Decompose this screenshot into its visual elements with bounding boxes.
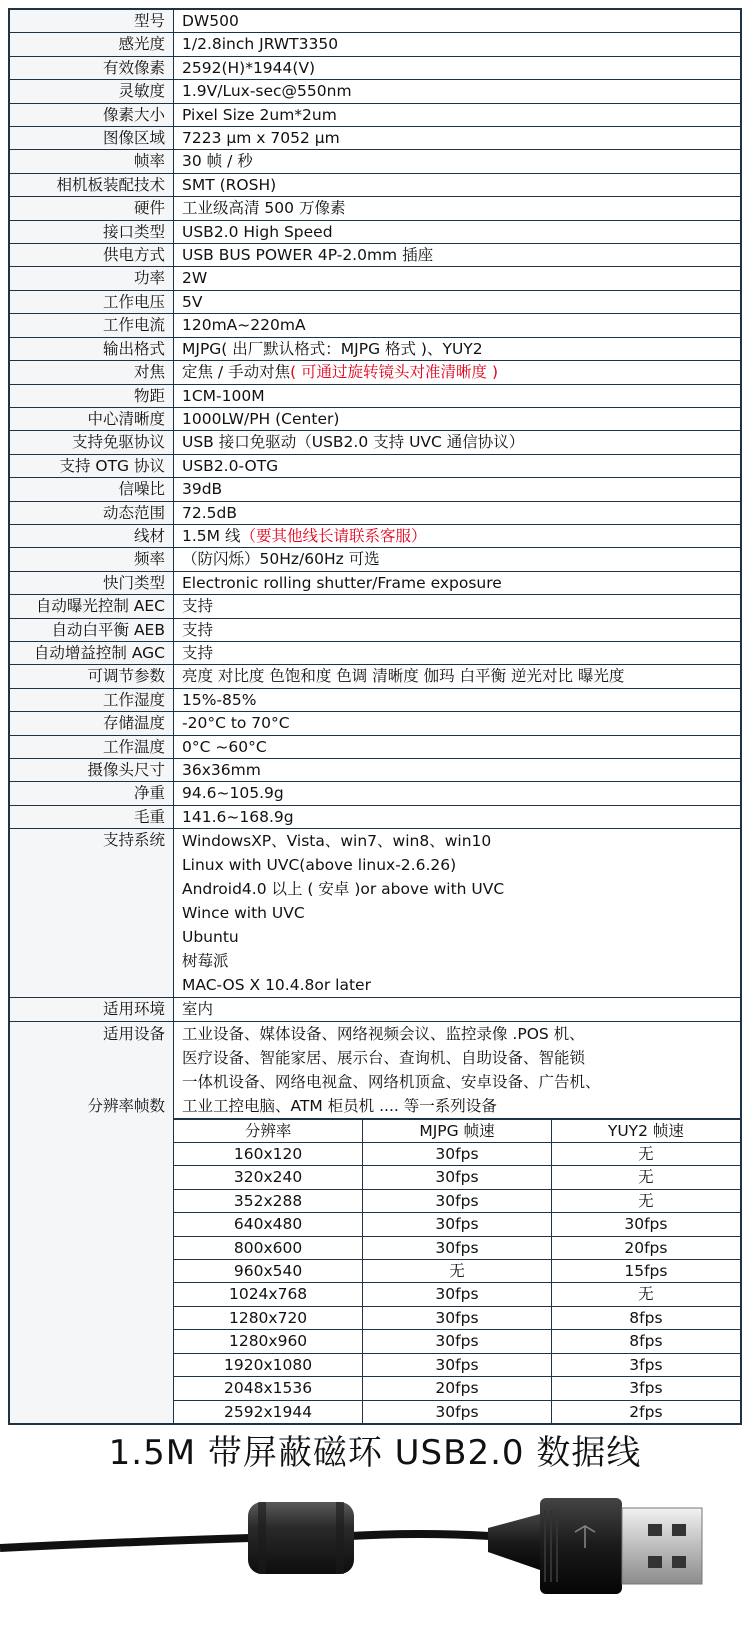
spec-row (9, 805, 741, 828)
spec-row (9, 267, 741, 290)
spec-row (9, 361, 741, 384)
resolution-cell-value: 15fps (551, 1260, 740, 1283)
spec-label: 信噪比 (9, 478, 174, 501)
devices-row (9, 1021, 741, 1118)
spec-value (174, 595, 742, 618)
spec-label: 图像区域 (9, 127, 174, 150)
spec-label: 硬件 (9, 197, 174, 220)
device-line: 一体机设备、网络电视盒、网络机顶盒、安卓设备、广告机、 (182, 1072, 601, 1091)
resolution-cell-value: 30fps (363, 1236, 552, 1259)
resolution-cell-value: 2048x1536 (174, 1377, 363, 1400)
spec-label: 摄像头尺寸 (9, 759, 174, 782)
spec-value (174, 173, 742, 196)
resolution-row-item (174, 1260, 740, 1283)
spec-value-text: 1CM-100M (182, 386, 265, 405)
resolution-row-item (174, 1189, 740, 1212)
spec-value-text: SMT (ROSH) (182, 175, 277, 194)
spec-value (174, 688, 742, 711)
resolution-cell-value: 320x240 (174, 1166, 363, 1189)
spec-row (9, 665, 741, 688)
resolution-cell (174, 1118, 742, 1424)
resolution-row-item (174, 1283, 740, 1306)
spec-label: 有效像素 (9, 56, 174, 79)
resolution-cell-value: 无 (551, 1166, 740, 1189)
spec-value (174, 56, 742, 79)
spec-value-text: 72.5dB (182, 503, 237, 522)
spec-value-text: -20°C to 70°C (182, 714, 290, 733)
spec-label: 存储温度 (9, 712, 174, 735)
environment-value: 室内 (174, 998, 742, 1021)
spec-value-text: （防闪烁）50Hz/60Hz 可选 (182, 550, 380, 569)
spec-value (174, 290, 742, 313)
spec-row (9, 501, 741, 524)
spec-row (9, 595, 741, 618)
resolution-cell-value: 无 (363, 1260, 552, 1283)
device-line: 医疗设备、智能家居、展示台、查询机、自助设备、智能锁 (182, 1048, 586, 1067)
devices-label-text: 适用设备 (102, 1024, 165, 1043)
spec-value (174, 220, 742, 243)
spec-row (9, 759, 741, 782)
spec-label: 帧率 (9, 150, 174, 173)
spec-row (9, 244, 741, 267)
spec-value (174, 33, 742, 56)
spec-value (174, 618, 742, 641)
spec-value-text: 120mA~220mA (182, 316, 306, 335)
system-line: Android4.0 以上 ( 安卓 )or above with UVC (182, 880, 505, 899)
resolution-cell-value: 30fps (363, 1330, 552, 1353)
spec-value (174, 103, 742, 126)
spec-value (174, 150, 742, 173)
spec-value (174, 407, 742, 430)
resolution-row-item (174, 1213, 740, 1236)
spec-value-note: ( 可通过旋转镜头对准清晰度 ) (290, 363, 499, 382)
resolution-cell-value: 3fps (551, 1377, 740, 1400)
spec-value-text: MJPG( 出厂默认格式：MJPG 格式 )、YUY2 (182, 339, 483, 358)
resolution-cell-value: 352x288 (174, 1189, 363, 1212)
spec-label: 功率 (9, 267, 174, 290)
systems-row (9, 829, 741, 998)
spec-value-text: Pixel Size 2um*2um (182, 105, 337, 124)
spec-value-text: DW500 (182, 12, 239, 30)
resolution-header-cell: MJPG 帧速 (363, 1119, 552, 1142)
environment-row (9, 998, 741, 1021)
spec-value (174, 267, 742, 290)
resolution-cell-value: 无 (551, 1143, 740, 1166)
spec-value-text: 定焦 / 手动对焦 (182, 363, 291, 382)
spec-value (174, 314, 742, 337)
spec-label: 工作电流 (9, 314, 174, 337)
spec-label: 灵敏度 (9, 80, 174, 103)
usb-cable-with-ferrite-icon (0, 1470, 750, 1628)
spec-row (9, 735, 741, 758)
resolution-cell-value: 30fps (363, 1400, 552, 1423)
cable-caption: 1.5M 带屏蔽磁环 USB2.0 数据线 (108, 1433, 642, 1473)
spec-value-text: 39dB (182, 480, 223, 499)
system-line: Ubuntu (182, 928, 239, 947)
spec-value (174, 548, 742, 571)
spec-value (174, 127, 742, 150)
spec-value-text: 94.6~105.9g (182, 784, 284, 803)
spec-value-text: 工业级高清 500 万像素 (182, 199, 346, 218)
spec-label: 自动增益控制 AGC (9, 641, 174, 664)
spec-value-text: 2W (182, 269, 208, 288)
resolution-row-item (174, 1400, 740, 1423)
resolution-header (174, 1119, 740, 1142)
spec-value (174, 9, 742, 33)
spec-row (9, 548, 741, 571)
spec-value (174, 641, 742, 664)
resolution-label-text: 分辨率帧数 (87, 1096, 165, 1115)
spec-value (174, 712, 742, 735)
spec-row (9, 407, 741, 430)
spec-value-text: 15%-85% (182, 690, 257, 709)
resolution-cell-value: 30fps (363, 1189, 552, 1212)
systems-value (174, 829, 742, 998)
resolution-header-cell: 分辨率 (174, 1119, 363, 1142)
resolution-cell-value: 1920x1080 (174, 1353, 363, 1376)
resolution-cell-value: 30fps (363, 1166, 552, 1189)
spec-label: 可调节参数 (9, 665, 174, 688)
system-line: 树莓派 (182, 952, 229, 971)
spec-label: 感光度 (9, 33, 174, 56)
spec-row (9, 173, 741, 196)
spec-label: 频率 (9, 548, 174, 571)
spec-row (9, 80, 741, 103)
resolution-cell-value: 640x480 (174, 1213, 363, 1236)
spec-value-text: USB2.0-OTG (182, 456, 279, 475)
spec-row (9, 688, 741, 711)
spec-label: 自动白平衡 AEB (9, 618, 174, 641)
spec-row (9, 56, 741, 79)
resolution-cell-value: 30fps (363, 1143, 552, 1166)
devices-value (174, 1021, 742, 1118)
spec-value (174, 524, 742, 547)
spec-value-text: USB 接口免驱动（USB2.0 支持 UVC 通信协议） (182, 433, 525, 452)
resolution-table (174, 1119, 740, 1423)
system-line: Wince with UVC (182, 904, 305, 923)
spec-value-text: USB BUS POWER 4P-2.0mm 插座 (182, 246, 434, 265)
system-line: Linux with UVC(above linux-2.6.26) (182, 856, 457, 875)
spec-row (9, 197, 741, 220)
spec-value-text: 支持 (182, 620, 214, 639)
resolution-cell-value: 2fps (551, 1400, 740, 1423)
spec-label: 支持免驱协议 (9, 431, 174, 454)
resolution-cell-value: 960x540 (174, 1260, 363, 1283)
system-line: MAC-OS X 10.4.8or later (182, 976, 371, 995)
spec-value-text: 0°C ~60°C (182, 737, 267, 756)
spec-label: 毛重 (9, 805, 174, 828)
resolution-cell-value: 800x600 (174, 1236, 363, 1259)
spec-row (9, 712, 741, 735)
spec-label: 输出格式 (9, 337, 174, 360)
resolution-cell-value: 无 (551, 1283, 740, 1306)
resolution-cell-value: 无 (551, 1189, 740, 1212)
spec-label: 快门类型 (9, 571, 174, 594)
spec-value-text: 1.9V/Lux-sec@550nm (182, 82, 352, 101)
spec-value (174, 361, 742, 384)
spec-label: 工作湿度 (9, 688, 174, 711)
resolution-row-item (174, 1377, 740, 1400)
devices-label (9, 1021, 174, 1424)
resolution-cell-value: 30fps (363, 1353, 552, 1376)
system-line: WindowsXP、Vista、win7、win8、win10 (182, 832, 492, 851)
spec-value-text: 141.6~168.9g (182, 807, 294, 826)
spec-value-text: 1.5M 线 (182, 526, 241, 545)
spec-value-text: 1/2.8inch JRWT3350 (182, 35, 339, 54)
spec-row (9, 290, 741, 313)
spec-value (174, 665, 742, 688)
spec-sheet (8, 8, 742, 1425)
environment-label: 适用环境 (9, 998, 174, 1021)
spec-value (174, 197, 742, 220)
spec-row (9, 618, 741, 641)
spec-value-text: 36x36mm (182, 761, 261, 779)
spec-label: 自动曝光控制 AEC (9, 595, 174, 618)
resolution-cell-value: 30fps (363, 1213, 552, 1236)
device-line: 工业工控电脑、ATM 柜员机 .... 等一系列设备 (182, 1096, 497, 1115)
resolution-cell-value: 30fps (363, 1306, 552, 1329)
spec-value (174, 478, 742, 501)
resolution-cell-value: 30fps (551, 1213, 740, 1236)
spec-row (9, 127, 741, 150)
spec-value-note: （要其他线长请联系客服） (240, 526, 427, 545)
spec-row (9, 478, 741, 501)
spec-value (174, 337, 742, 360)
spec-value (174, 454, 742, 477)
resolution-cell-value: 20fps (551, 1236, 740, 1259)
resolution-header-cell: YUY2 帧速 (551, 1119, 740, 1142)
resolution-row-item (174, 1306, 740, 1329)
spec-row (9, 641, 741, 664)
systems-label: 支持系统 (9, 829, 174, 998)
resolution-cell-value: 1280x960 (174, 1330, 363, 1353)
spec-row (9, 454, 741, 477)
resolution-cell-value: 20fps (363, 1377, 552, 1400)
spec-label: 线材 (9, 524, 174, 547)
spec-label: 动态范围 (9, 501, 174, 524)
spec-row (9, 571, 741, 594)
spec-label: 工作温度 (9, 735, 174, 758)
spec-value (174, 431, 742, 454)
spec-value-text: 2592(H)*1944(V) (182, 58, 316, 77)
spec-label: 接口类型 (9, 220, 174, 243)
spec-row (9, 384, 741, 407)
spec-value-text: USB2.0 High Speed (182, 222, 333, 241)
resolution-row-item (174, 1330, 740, 1353)
spec-row (9, 337, 741, 360)
spec-value (174, 501, 742, 524)
spec-row (9, 782, 741, 805)
spec-label: 净重 (9, 782, 174, 805)
spec-row (9, 150, 741, 173)
resolution-row-item (174, 1236, 740, 1259)
spec-value (174, 80, 742, 103)
spec-label: 对焦 (9, 361, 174, 384)
spec-value-text: 亮度 对比度 色饱和度 色调 清晰度 伽玛 白平衡 逆光对比 曝光度 (182, 667, 625, 686)
spec-label: 中心清晰度 (9, 407, 174, 430)
resolution-row-item (174, 1353, 740, 1376)
spec-value-text: 5V (182, 292, 203, 311)
spec-row (9, 220, 741, 243)
spec-label: 供电方式 (9, 244, 174, 267)
spec-row (9, 314, 741, 337)
spec-table (8, 8, 742, 1425)
spec-row (9, 524, 741, 547)
spec-label: 工作电压 (9, 290, 174, 313)
resolution-cell-value: 2592x1944 (174, 1400, 363, 1423)
spec-label: 像素大小 (9, 103, 174, 126)
spec-value-text: 30 帧 / 秒 (182, 152, 253, 171)
resolution-cell-value: 30fps (363, 1283, 552, 1306)
spec-value-text: 7223 µm x 7052 µm (182, 129, 340, 148)
spec-label: 相机板装配技术 (9, 173, 174, 196)
spec-value (174, 571, 742, 594)
spec-label: 型号 (9, 9, 174, 33)
spec-row (9, 33, 741, 56)
resolution-cell-value: 1280x720 (174, 1306, 363, 1329)
resolution-cell-value: 8fps (551, 1306, 740, 1329)
spec-label: 物距 (9, 384, 174, 407)
resolution-cell-value: 8fps (551, 1330, 740, 1353)
spec-row (9, 431, 741, 454)
spec-value (174, 244, 742, 267)
spec-row (9, 103, 741, 126)
spec-value-text: 支持 (182, 643, 214, 662)
spec-value (174, 735, 742, 758)
spec-label: 支持 OTG 协议 (9, 454, 174, 477)
spec-value (174, 805, 742, 828)
spec-value-text: 1000LW/PH (Center) (182, 409, 340, 428)
resolution-cell-value: 160x120 (174, 1143, 363, 1166)
spec-value (174, 759, 742, 782)
spec-value-text: 支持 (182, 597, 214, 616)
spec-value (174, 384, 742, 407)
device-line: 工业设备、媒体设备、网络视频会议、监控录像 .POS 机、 (182, 1024, 585, 1043)
resolution-cell-value: 3fps (551, 1353, 740, 1376)
spec-row (9, 9, 741, 33)
resolution-row-item (174, 1166, 740, 1189)
resolution-row-item (174, 1143, 740, 1166)
spec-value (174, 782, 742, 805)
resolution-cell-value: 1024x768 (174, 1283, 363, 1306)
spec-value-text: Electronic rolling shutter/Frame exposure (182, 573, 502, 592)
